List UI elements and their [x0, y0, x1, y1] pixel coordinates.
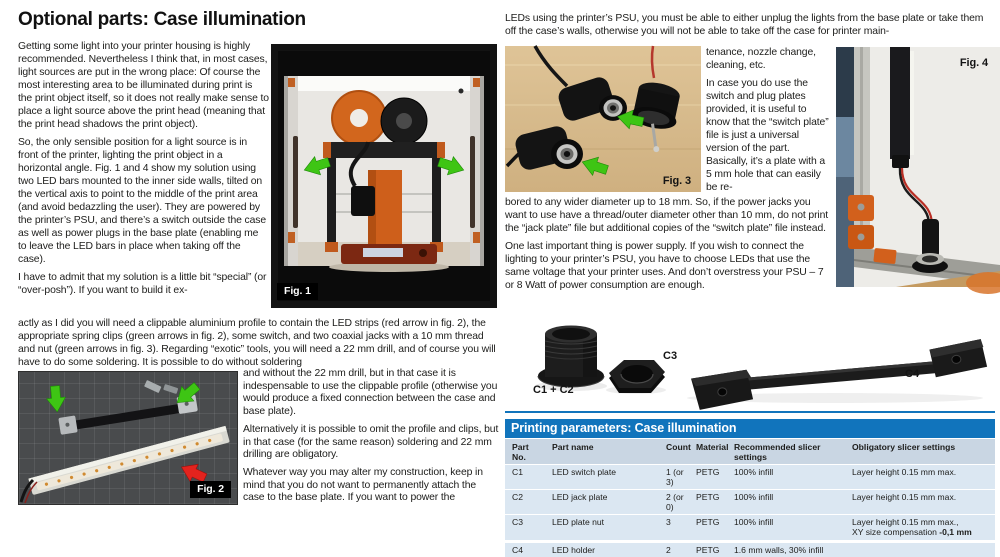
paragraph: Alternatively it is possible to omit the profile and clips, but in that case (for the same reason) soldering and 22 mm drilling are obligatory. — [243, 423, 499, 461]
part-label-c4: C4 — [905, 368, 920, 380]
paragraph: and without the 22 mm drill, but in that case it is indespensable to use the clippable profile (otherwise you would produce a fixed connection between the case and base plate). — [243, 368, 498, 418]
table-row — [505, 514, 995, 539]
table-column-header: Material — [696, 442, 729, 452]
table-cell: 1 (or 3) — [666, 467, 684, 487]
part-label-c1-c2: C1 + C2 — [533, 384, 574, 396]
page-title: Optional parts: Case illumination — [18, 9, 306, 30]
figure-2-caption: Fig. 2 — [190, 481, 231, 498]
figure-1-printer-photo — [271, 44, 497, 308]
green-arrow-icon — [46, 385, 67, 413]
text-beside-figure-2 — [243, 368, 499, 510]
paragraph: So, the only sensible position for a light source is in front of the printer, lighting the print object in a horizontal angle. Fig. 1 and 4 show my solution using two LED bars mounted to the inner side walls, tilted on the vertical axis to point to the middle of the print area (and avoid bedazzling the user). They are powered by the printer’s PSU, and there’s a switch outside the case as well as power plugs in the base plate (enabling me to leave the LED bars in place when taking off the case). — [18, 137, 266, 265]
table-cell — [845, 543, 995, 557]
table-cell: 100% infill — [734, 517, 774, 528]
figure-4-mounted-led-photo — [836, 47, 1000, 287]
table-cell: 100% infill — [734, 492, 774, 503]
table-cell: C1 — [512, 467, 523, 477]
paragraph: tenance, nozzle change, cleaning, etc. — [706, 47, 816, 71]
table-column-header: Recommended slicer settings — [734, 442, 821, 462]
right-narrow-column — [706, 46, 832, 199]
table-column-header: Part No. — [512, 442, 529, 462]
wide-paragraph — [18, 317, 499, 374]
table-cell: PETG — [696, 544, 720, 555]
table-cell: 1.6 mm walls, 30% infill — [734, 544, 824, 555]
table-body — [505, 464, 995, 557]
table-title: Printing parameters: Case illumination — [505, 419, 995, 438]
paragraph: Getting some light into your printer housing is highly recommended. Nevertheless I think that, in most cases, light sources are put in the wrong place: Of course the most interesting area to be illuminated during print is the print object itself, so it does not really make sense to place a light source above the print head (meaning that the print head shadows the print object). — [18, 41, 269, 130]
paragraph: LEDs using the printer’s PSU, you must be able to either unplug the lights from the base plate or take them off the case’s walls, otherwise you will not be able to take off the case for printer main- — [505, 13, 984, 37]
table-cell: LED holder — [552, 544, 595, 555]
table-cell: PETG — [696, 492, 720, 503]
table-cell: Layer height 0.15 mm max., XY size compensation -0,1 mm — [852, 517, 972, 537]
case-corner-illustration — [836, 47, 1000, 287]
table-column-header: Count — [666, 442, 691, 452]
table-cell: 3 — [666, 517, 671, 528]
table-cell: PETG — [696, 517, 720, 528]
right-intro-paragraph — [505, 12, 997, 43]
part-label-c3: C3 — [663, 350, 678, 362]
paragraph: bored to any wider diameter up to 18 mm. So, if the power jacks you want to use have a thread/outer diameter other than 10 mm, do not print the “jack plate” file but additional copies of the “switch plate” file instead. — [505, 197, 829, 234]
printing-parameters-table — [505, 419, 995, 557]
table-cell: PETG — [696, 467, 720, 477]
table-cell: C3 — [512, 517, 523, 528]
paragraph: In case you do use the switch and plug plates provided, it is useful to know that the “switch plate” file is just a universal version of the part. Basically, it’s a plate with a 5 mm hole that can easily be re- — [706, 78, 829, 193]
right-mid-column — [505, 196, 829, 297]
table-column-header: Part name — [552, 442, 594, 452]
table-cell: LED plate nut — [552, 517, 605, 528]
table-cell: 2 — [666, 544, 671, 555]
table-header-row — [505, 439, 995, 464]
part-c1-c2 — [538, 326, 604, 388]
jacks-illustration — [505, 46, 701, 192]
parts-illustration — [505, 322, 1000, 410]
figure-1-caption: Fig. 1 — [277, 283, 318, 300]
table-cell: Layer height 0.15 mm max. — [852, 492, 957, 503]
table-cell: Layer height 0.15 mm max. — [852, 467, 957, 477]
table-column-header: Obligatory slicer settings — [852, 442, 956, 452]
led-bar — [890, 47, 910, 159]
table-cell: 100% infill — [734, 467, 774, 477]
table-cell: 2 (or 0) — [666, 492, 684, 512]
table-cell: LED jack plate — [552, 492, 608, 503]
printed-parts-figure — [505, 322, 1000, 410]
coaxial-jack — [556, 75, 627, 123]
section-divider — [505, 411, 995, 413]
figure-2-led-bar-photo — [18, 371, 238, 505]
led-bar-right — [470, 136, 475, 228]
green-arrow-icon — [579, 153, 610, 179]
paragraph: One last important thing is power supply. If you wish to connect the lighting to your printer’s PSU, you have to choose LEDs that use the same voltage that your printer uses. And don’t overstress your PSU – 7 or 8 Watt of power consumption are enough. — [505, 241, 824, 291]
power-plug — [922, 219, 939, 257]
led-bar-left — [293, 136, 298, 228]
table-cell: C4 — [512, 544, 523, 555]
paragraph: actly as I did you will need a clippable aluminium profile to contain the LED strips (red arrow in fig. 2), the appropriate spring clips (green arrows in fig. 2), some switch, and two coaxial jacks with a 10 mm thread and nut (green arrows in fig. 3). Regarding “exotic” tools, you will need a 22 mm drill, and of course you will have to do some soldering. It is possible to do without soldering — [18, 318, 496, 368]
table-cell: C2 — [512, 492, 523, 503]
table-cell: LED switch plate — [552, 467, 617, 477]
figure-4-caption: Fig. 4 — [959, 57, 988, 69]
figure-3-jacks-photo — [505, 46, 701, 192]
paragraph: I have to admit that my solution is a little bit “special” (or “over-posh”). If you want to build it ex- — [18, 272, 267, 296]
table-row — [505, 489, 995, 514]
table-row — [505, 540, 995, 557]
coaxial-jack — [513, 124, 583, 172]
paragraph: Whatever way you may alter my construction, keep in mind that you do not want to permanently attach the case to the base plate. If you want to power the — [243, 466, 483, 504]
black-profile-bar — [58, 394, 198, 435]
left-text-column — [18, 40, 269, 302]
figure-3-caption: Fig. 3 — [662, 175, 691, 187]
table-row — [505, 464, 995, 489]
printer-case-illustration — [271, 44, 497, 308]
